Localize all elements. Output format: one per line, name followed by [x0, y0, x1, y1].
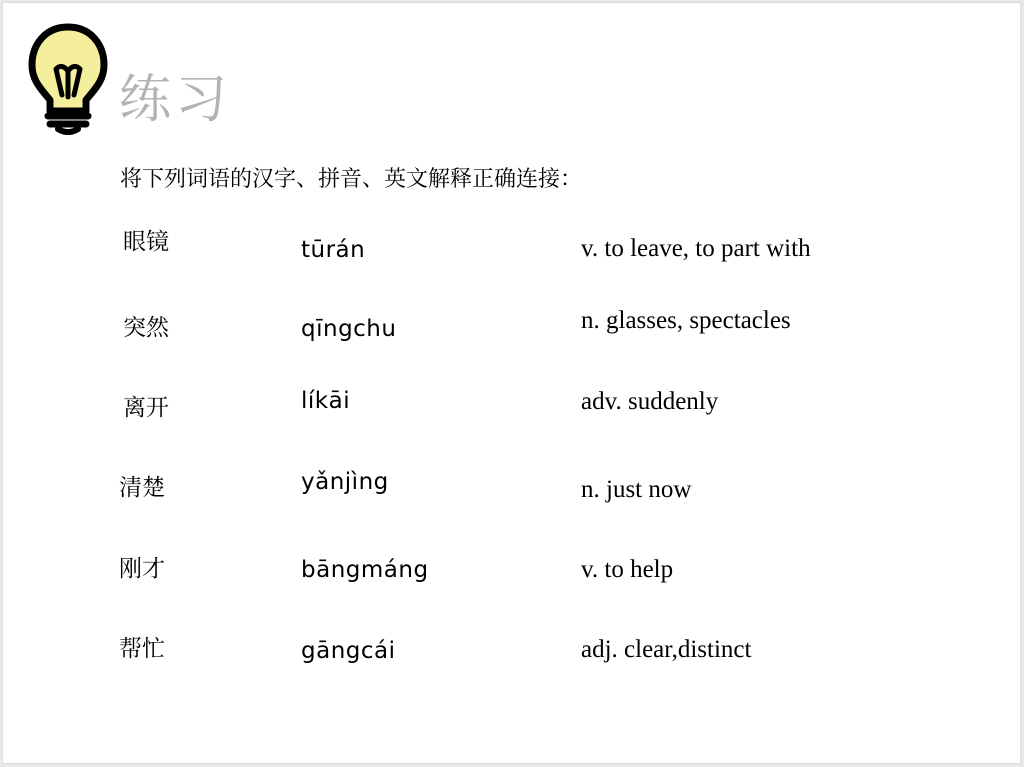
pinyin-item: líkāi [301, 388, 351, 414]
pinyin-item: tūrán [301, 237, 366, 263]
pinyin-item: gāngcái [301, 638, 396, 664]
english-item: adv. suddenly [581, 388, 719, 415]
page-title: 练习 [119, 70, 232, 130]
hanzi-item: 突然 [123, 315, 169, 341]
english-item: v. to help [581, 556, 674, 583]
hanzi-item: 刚才 [119, 556, 165, 582]
hanzi-item: 眼镜 [123, 229, 169, 255]
pinyin-item: bāngmáng [301, 557, 429, 583]
english-item: adj. clear,distinct [581, 636, 752, 663]
pinyin-item: qīngchu [301, 316, 397, 342]
slide [2, 2, 1021, 764]
english-item: n. just now [581, 476, 692, 503]
lightbulb-icon [28, 23, 108, 135]
english-item: v. to leave, to part with [581, 235, 811, 262]
hanzi-item: 离开 [123, 395, 169, 421]
pinyin-item: yǎnjìng [301, 469, 389, 495]
instruction-text: 将下列词语的汉字、拼音、英文解释正确连接： [120, 167, 583, 192]
hanzi-item: 清楚 [119, 475, 165, 501]
hanzi-item: 帮忙 [119, 636, 165, 662]
english-item: n. glasses, spectacles [581, 307, 791, 334]
